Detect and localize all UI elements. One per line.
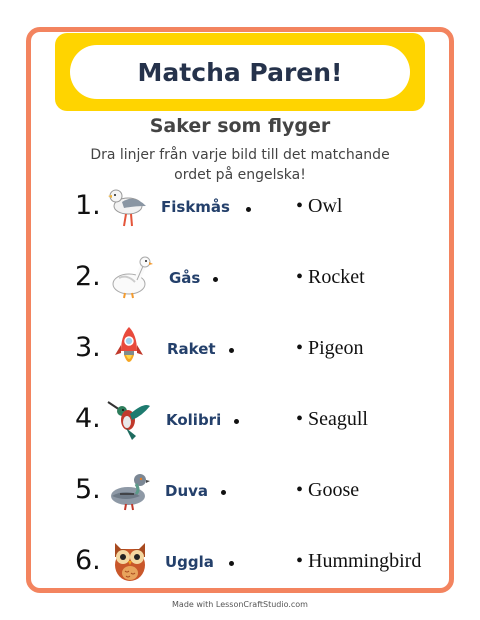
answer-word: • Goose (296, 479, 360, 501)
item-number: 3. (75, 332, 101, 363)
pigeon-icon (106, 466, 152, 512)
match-dot-left[interactable] (234, 419, 239, 424)
match-dot-left[interactable] (229, 561, 234, 566)
item-number: 6. (75, 545, 101, 576)
instructions (0, 145, 480, 185)
item-word: Uggla (165, 553, 214, 571)
instructions-line-1: Dra linjer från varje bild till det matchande (90, 147, 390, 163)
answer-word: • Owl (296, 195, 343, 217)
item-word: Gås (169, 269, 201, 287)
answer-word: • Seagull (296, 408, 368, 430)
answer-word: • Pigeon (296, 337, 364, 359)
hummingbird-icon (106, 396, 152, 442)
subtitle: Saker som flyger (149, 115, 331, 137)
match-dot-left[interactable] (221, 490, 226, 495)
seagull-icon (104, 184, 150, 230)
goose-icon (107, 254, 153, 300)
item-number: 4. (75, 403, 101, 434)
owl-icon (107, 537, 153, 583)
item-word: Fiskmås (161, 198, 230, 216)
answer-word: • Hummingbird (296, 550, 422, 572)
footer-credit: Made with LessonCraftStudio.com (172, 600, 308, 609)
title-pill (70, 45, 410, 99)
match-dot-left[interactable] (246, 207, 251, 212)
match-dot-left[interactable] (229, 348, 234, 353)
item-word: Raket (167, 340, 216, 358)
rocket-icon (106, 325, 152, 371)
item-word: Kolibri (166, 411, 222, 429)
item-number: 2. (75, 261, 101, 292)
item-number: 1. (75, 190, 101, 221)
instructions-line-2: ordet på engelska! (174, 167, 306, 183)
item-number: 5. (75, 474, 101, 505)
worksheet-border (26, 27, 454, 593)
match-dot-left[interactable] (213, 277, 218, 282)
item-word: Duva (165, 482, 209, 500)
page-title: Matcha Paren! (137, 57, 343, 87)
answer-word: • Rocket (296, 266, 365, 288)
